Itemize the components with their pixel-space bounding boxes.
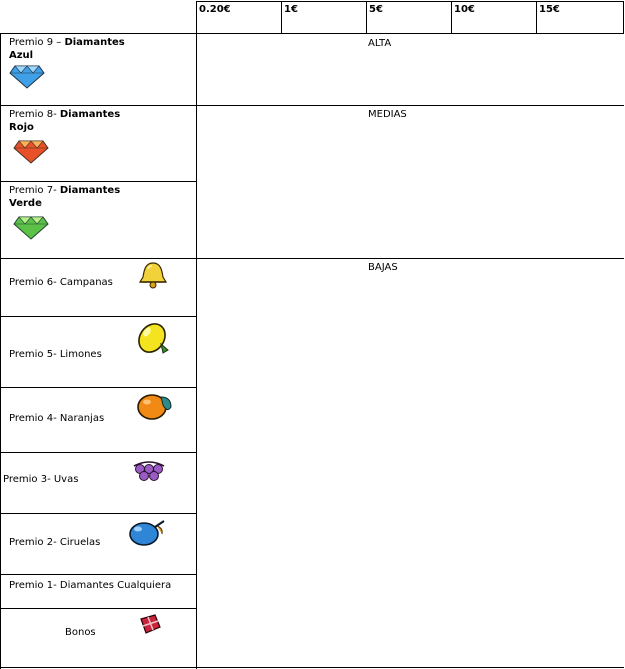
prize-4-label: Premio 4- Naranjas [9,413,105,424]
red-diamond-icon [13,138,49,164]
row-divider-alta-medias [0,105,624,106]
plum-icon [127,518,167,548]
header-col-0-20: 0.20€ [199,4,231,15]
green-diamond-icon [13,214,49,240]
row-divider-p3-p2 [0,513,197,514]
header-col-10: 10€ [454,4,475,15]
header-divider-1 [281,1,282,34]
header-divider-3 [451,1,452,34]
bell-icon [137,261,169,289]
table-bottom-border [0,667,624,668]
row-divider-p5-p4 [0,387,197,388]
row-divider-p8-p7 [0,181,197,182]
prize-3-label: Premio 3- Uvas [3,474,79,485]
header-top-border [196,1,624,2]
prize-7-label: Premio 7- Diamantes Verde [9,185,121,209]
header-divider-2 [366,1,367,34]
prize-1-label: Premio 1- Diamantes Cualquiera [9,580,172,591]
label-column-divider [196,1,197,669]
row-divider-p2-p1 [0,574,197,575]
header-right-border [623,1,624,34]
lemon-icon [135,320,171,356]
blue-diamond-icon [9,63,45,89]
orange-icon [135,391,175,423]
bonus-label: Bonos [65,627,96,638]
prize-6-label: Premio 6- Campanas [9,277,113,288]
prize-2-label: Premio 2- Ciruelas [9,537,101,548]
header-divider-4 [536,1,537,34]
prize-5-label: Premio 5- Limones [9,349,102,360]
section-alta: ALTA [368,38,392,49]
row-divider-p6-p5 [0,316,197,317]
section-medias: MEDIAS [368,109,407,120]
prize-9-label: Premio 9 – Diamantes Azul [9,37,125,61]
section-bajas: BAJAS [368,262,398,273]
table-top-border [0,33,624,34]
header-col-1: 1€ [284,4,298,15]
header-col-15: 15€ [539,4,560,15]
row-divider-medias-bajas [0,258,624,259]
bonus-gift-icon [137,613,163,637]
row-divider-p4-p3 [0,452,197,453]
prize-8-label: Premio 8- Diamantes Rojo [9,109,121,133]
grapes-icon [131,456,167,484]
header-col-5: 5€ [369,4,383,15]
row-divider-p1-bonus [0,608,197,609]
